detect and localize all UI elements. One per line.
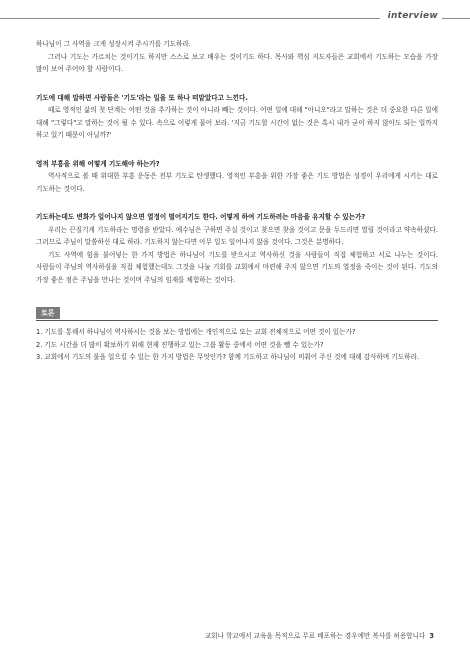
answer-paragraph-3b: 기도 사역에 힘을 불어넣는 한 가지 방법은 하나님이 기도를 받으시고 역사하신 것을 사람들이 직접 체험하고 서로 나누는 것이다. 사람들이 주님의 역사하심을 직접 체험했는데도 그것을 나눌 기회를 교회에서 마련해 주지 않으면 기도의 열정을 죽이는 것이 된다. 기도의 가장 좋은 점은 주님을 만나는 것이며 주님의 임재를 체험하는 것이다. xyxy=(36,250,438,284)
discussion-rule xyxy=(36,320,438,321)
section-tag: interview xyxy=(380,11,442,21)
footer-notice: 교회나 학교에서 교육을 목적으로 무료 배포하는 경우에만 복사를 허용합니다 xyxy=(204,632,426,640)
discussion-item: 1. 기도를 통해서 하나님이 역사하시는 것을 보는 방법에는 개인적으로 또는 교회 전체적으로 어떤 것이 있는가? xyxy=(36,328,356,336)
intro-paragraph-2: 그러나 기도는 가르치는 것이기도 하지만 스스로 보고 배우는 것이기도 하다. 목사와 핵심 지도자들은 교회에서 기도하는 모습을 가장 많이 보여 주어야 할 사람이다. xyxy=(36,52,438,73)
question-heading-2: 영적 부흥을 위해 어떻게 기도해야 하는가? xyxy=(36,159,160,168)
article-body xyxy=(36,38,438,364)
answer-paragraph-1: 때로 영적인 삶의 첫 단계는 어떤 것을 추가하는 것이 아니라 빼는 것이다. 어떤 일에 대해 "아니오"라고 말하는 것은 더 중요한 다른 일에 대해 "그렇다"고 말하는 것이 될 수 있다. 속으로 이렇게 물어 보라. '지금 기도할 시간이 없는 것은 혹시 내가 굳이 하지 않아도 되는 일까지 하고 있기 때문이 아닐까?' xyxy=(36,106,438,139)
question-heading-3: 기도하는데도 변화가 일어나지 않으면 열정이 떨어지기도 한다. 어떻게 하여 기도하려는 마음을 유지할 수 있는가? xyxy=(36,213,366,221)
discussion-item: 3. 교회에서 기도의 불을 일으킬 수 있는 한 가지 방법은 무엇인가? 함께 기도하고 하나님이 비춰어 주신 것에 대해 감사하며 기도하라. xyxy=(36,353,419,361)
discussion-box xyxy=(36,300,438,364)
intro-paragraph-1: 하나님이 그 사역을 크게 성장시켜 주시기를 기도하라. xyxy=(36,40,191,48)
discussion-item: 2. 기도 시간을 더 많이 확보하기 위해 현재 진행하고 있는 그룹 활동 중에서 어떤 것을 뺄 수 있는가? xyxy=(36,340,324,349)
question-heading-1: 기도에 대해 말하면 사람들은 '기도'라는 일을 또 하나 떠맡았다고 느낀다. xyxy=(36,93,248,102)
running-header xyxy=(0,12,470,25)
page-number: 3 xyxy=(429,632,434,640)
page-footer xyxy=(205,630,434,640)
discussion-label: 토론 xyxy=(36,307,60,319)
discussion-list xyxy=(36,326,438,364)
answer-paragraph-2: 역사적으로 볼 때 위대한 부흥 운동은 전부 기도로 탄생했다. 영적인 부흥을 위한 가장 좋은 기도 방법은 성경이 우리에게 시키는 대로 기도하는 것이다. xyxy=(36,172,438,193)
answer-paragraph-3a: 우리는 끈질기게 기도하라는 명령을 받았다. 예수님은 구하면 주실 것이고 찾으면 찾을 것이고 문을 두드리면 열릴 것이라고 약속하셨다. 그러므로 주님이 말씀하신 대로 하라. 기도하지 않는다면 아무 일도 일어나지 않을 것이다. 그것은 분명하다. xyxy=(36,225,438,246)
